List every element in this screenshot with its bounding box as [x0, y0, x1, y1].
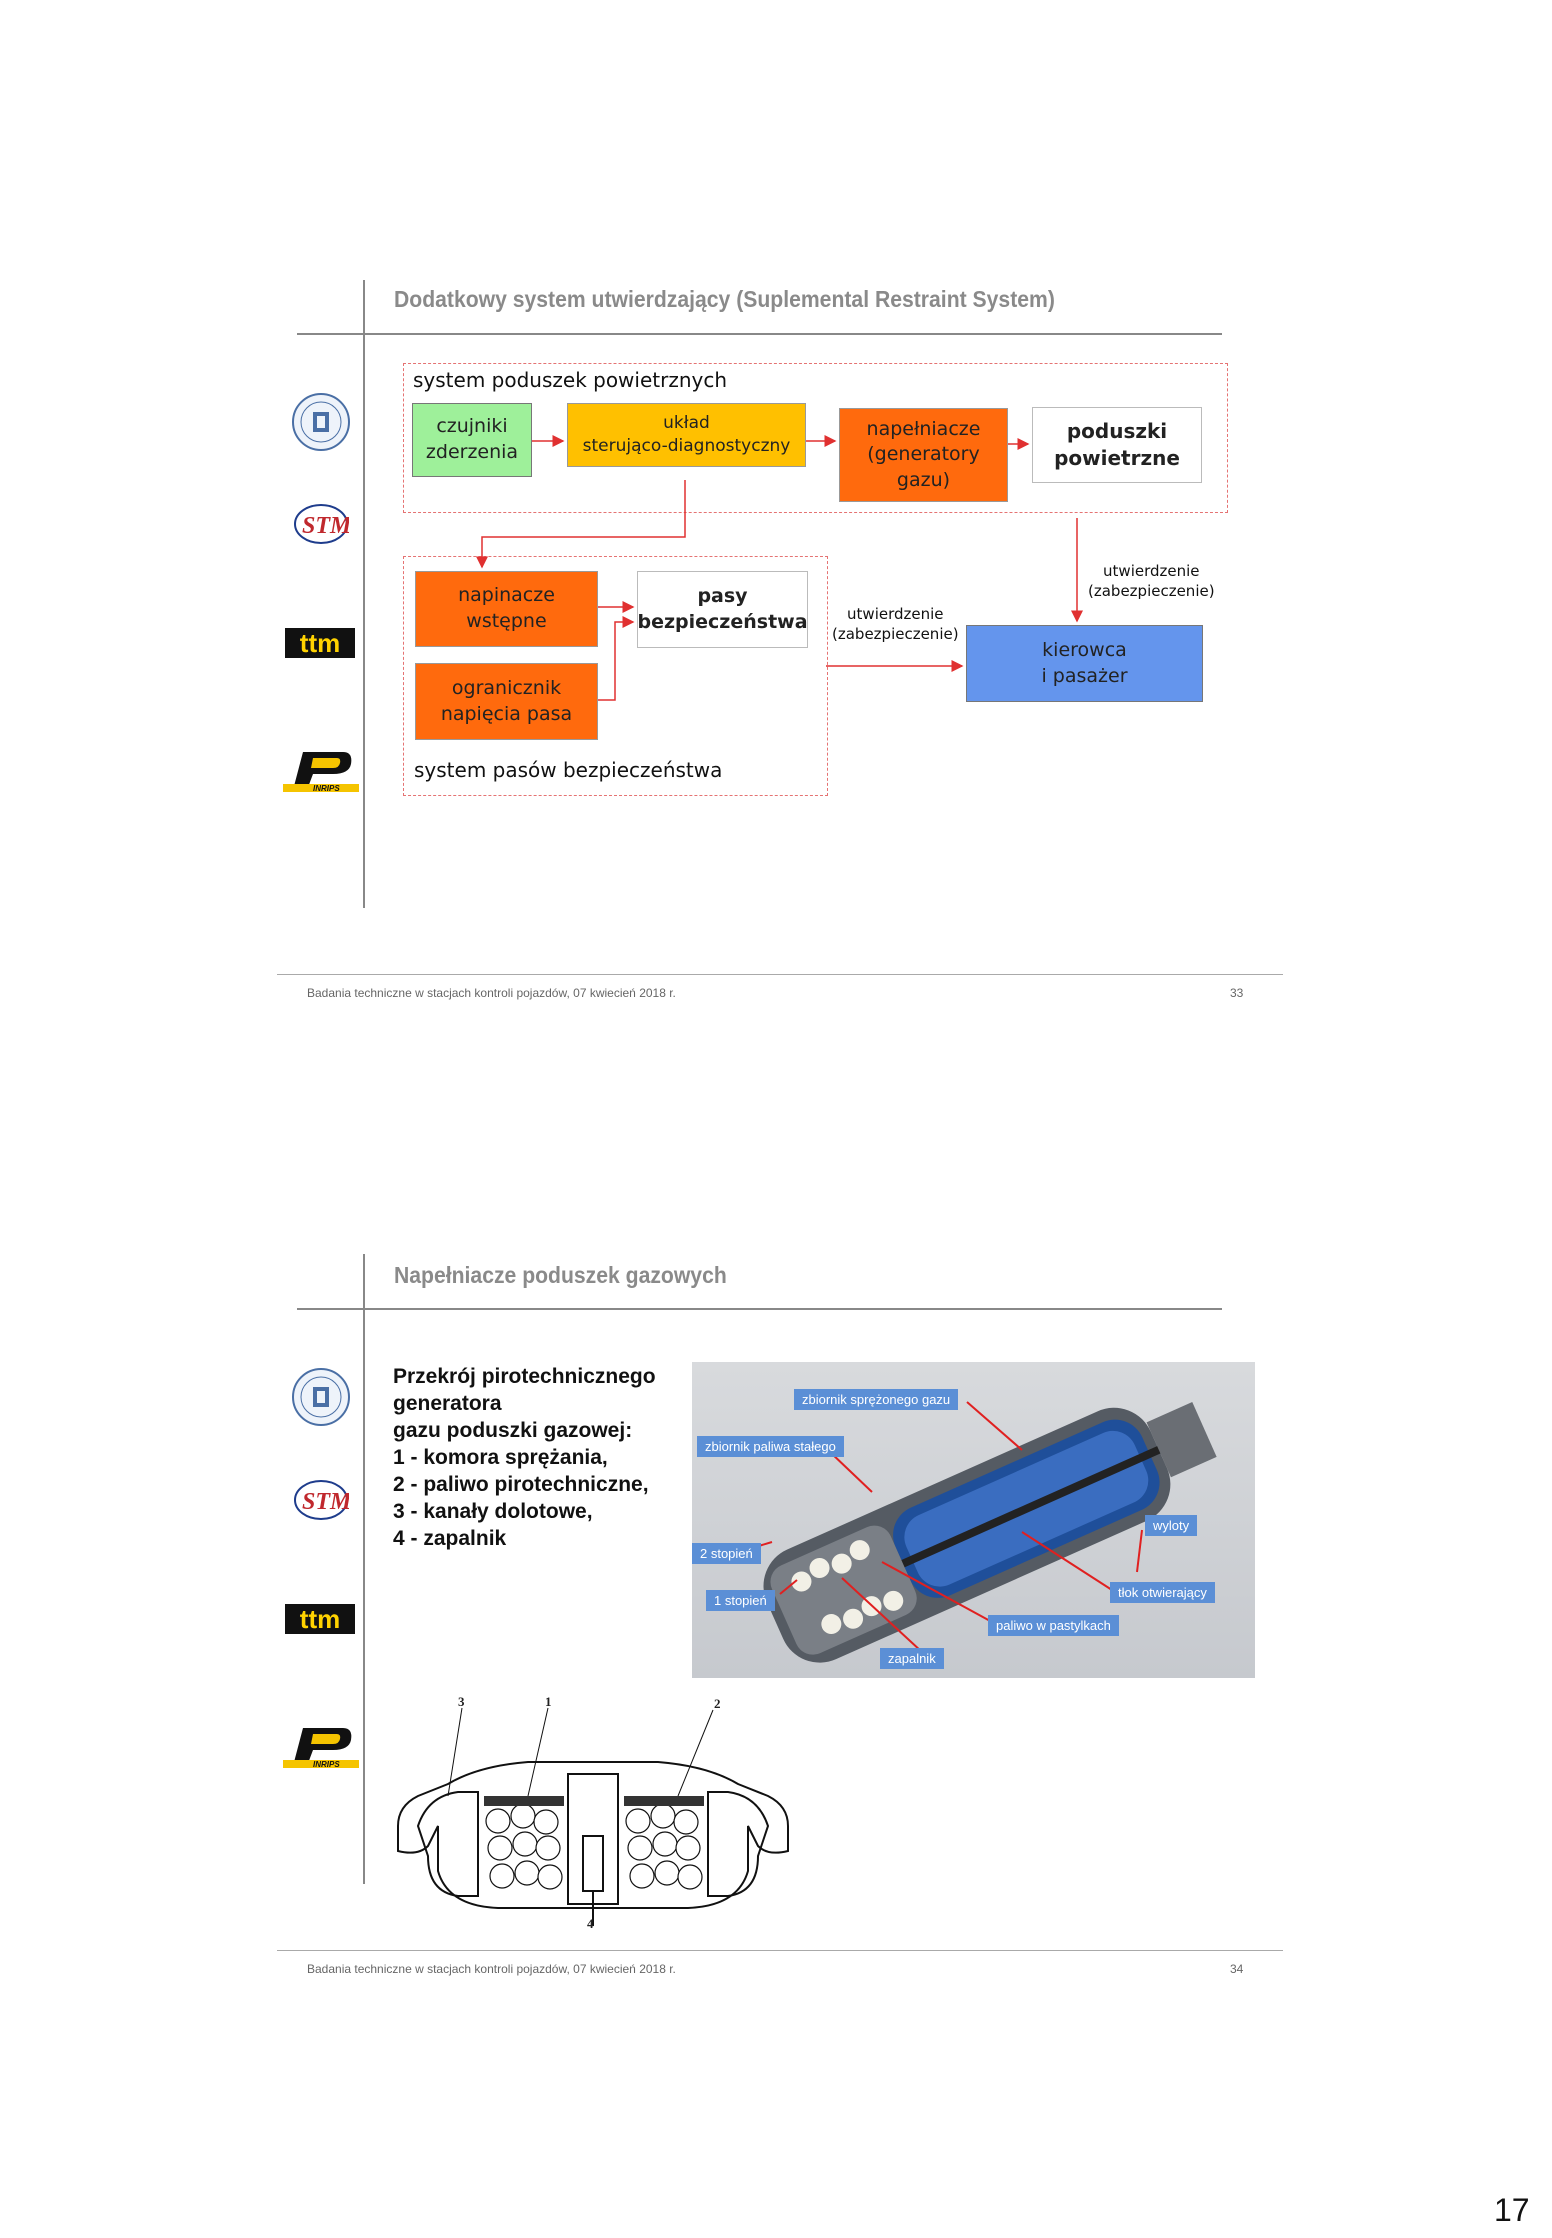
slide2-title-rule: [297, 1308, 1222, 1310]
label-solid-fuel-tank: zbiornik paliwa stałego: [697, 1436, 844, 1457]
restraint-label-airbags: utwierdzenie (zabezpieczenie): [1088, 562, 1215, 601]
svg-text:STM: STM: [302, 513, 349, 539]
drawing-number-4: 4: [587, 1916, 594, 1931]
seatbelts-box: pasy bezpieczeństwa: [637, 571, 808, 648]
drawing-number-3: 3: [458, 1694, 465, 1709]
svg-text:INRIPS: INRIPS: [313, 1760, 340, 1769]
control-unit-box: układ sterująco-diagnostyczny: [567, 403, 806, 467]
crash-sensors-box: czujniki zderzenia: [412, 403, 532, 477]
slide2-title: Napełniacze poduszek gazowych: [394, 1262, 727, 1288]
generator-caption: Przekrój pirotechnicznego generatora gazu poduszki gazowej: 1 - komora sprężania, 2 - paliwo pirotechniczne, 3 - kanały dolotowe, 4 - zapalnik: [393, 1365, 656, 1550]
label-igniter: zapalnik: [880, 1648, 944, 1669]
airbags-box: poduszki powietrzne: [1032, 407, 1202, 483]
ttm-logo: ttm: [285, 1604, 355, 1634]
inflator-cutaway-photo: [692, 1362, 1255, 1678]
label-stage-1: 1 stopień: [706, 1590, 775, 1611]
inflators-box: napełniacze (generatory gazu): [839, 408, 1008, 502]
load-limiter-box: ogranicznik napięcia pasa: [415, 663, 598, 740]
label-outlets: wyloty: [1145, 1515, 1197, 1536]
diagram-arrows: [0, 0, 1552, 900]
label-compressed-gas-tank: zbiornik sprężonego gazu: [794, 1389, 958, 1410]
slide1-title: Dodatkowy system utwierdzający (Suplemental Restraint System): [394, 286, 1055, 312]
label-fuel-pellets: paliwo w pastylkach: [988, 1615, 1119, 1636]
label-opening-piston: tłok otwierający: [1110, 1582, 1215, 1603]
pretensioners-box: napinacze wstępne: [415, 571, 598, 647]
slide2-footer: Badania techniczne w stacjach kontroli pojazdów, 07 kwiecień 2018 r.: [307, 1962, 676, 1976]
label-stage-2: 2 stopień: [692, 1543, 761, 1564]
drawing-number-1: 1: [545, 1694, 552, 1709]
generator-cross-section-drawing: [388, 1696, 798, 1936]
drawing-number-2: 2: [714, 1696, 721, 1711]
stm-logo: [293, 1479, 349, 1525]
seatbelt-system-label: system pasów bezpieczeństwa: [414, 758, 723, 782]
svg-text:INRIPS: INRIPS: [313, 784, 340, 793]
slide1-footer: Badania techniczne w stacjach kontroli pojazdów, 07 kwiecień 2018 r.: [307, 986, 676, 1000]
slide2-left-rule: [363, 1254, 365, 1884]
slide2-page-number: 34: [1230, 1962, 1244, 1976]
slide2-footer-rule: [277, 1950, 1283, 1951]
svg-text:STM: STM: [302, 1489, 349, 1515]
airbag-system-label: system poduszek powietrznych: [413, 368, 728, 392]
inrips-logo: [283, 1724, 359, 1774]
ttm-logo: ttm: [285, 628, 355, 658]
sheet-number: 17: [1494, 2192, 1530, 2228]
slide1-footer-rule: [277, 974, 1283, 975]
restraint-label-belts: utwierdzenie (zabezpieczenie): [832, 605, 959, 644]
university-seal-logo: [291, 1367, 351, 1431]
driver-passenger-box: kierowca i pasażer: [966, 625, 1203, 702]
slide1-page-number: 33: [1230, 986, 1244, 1000]
